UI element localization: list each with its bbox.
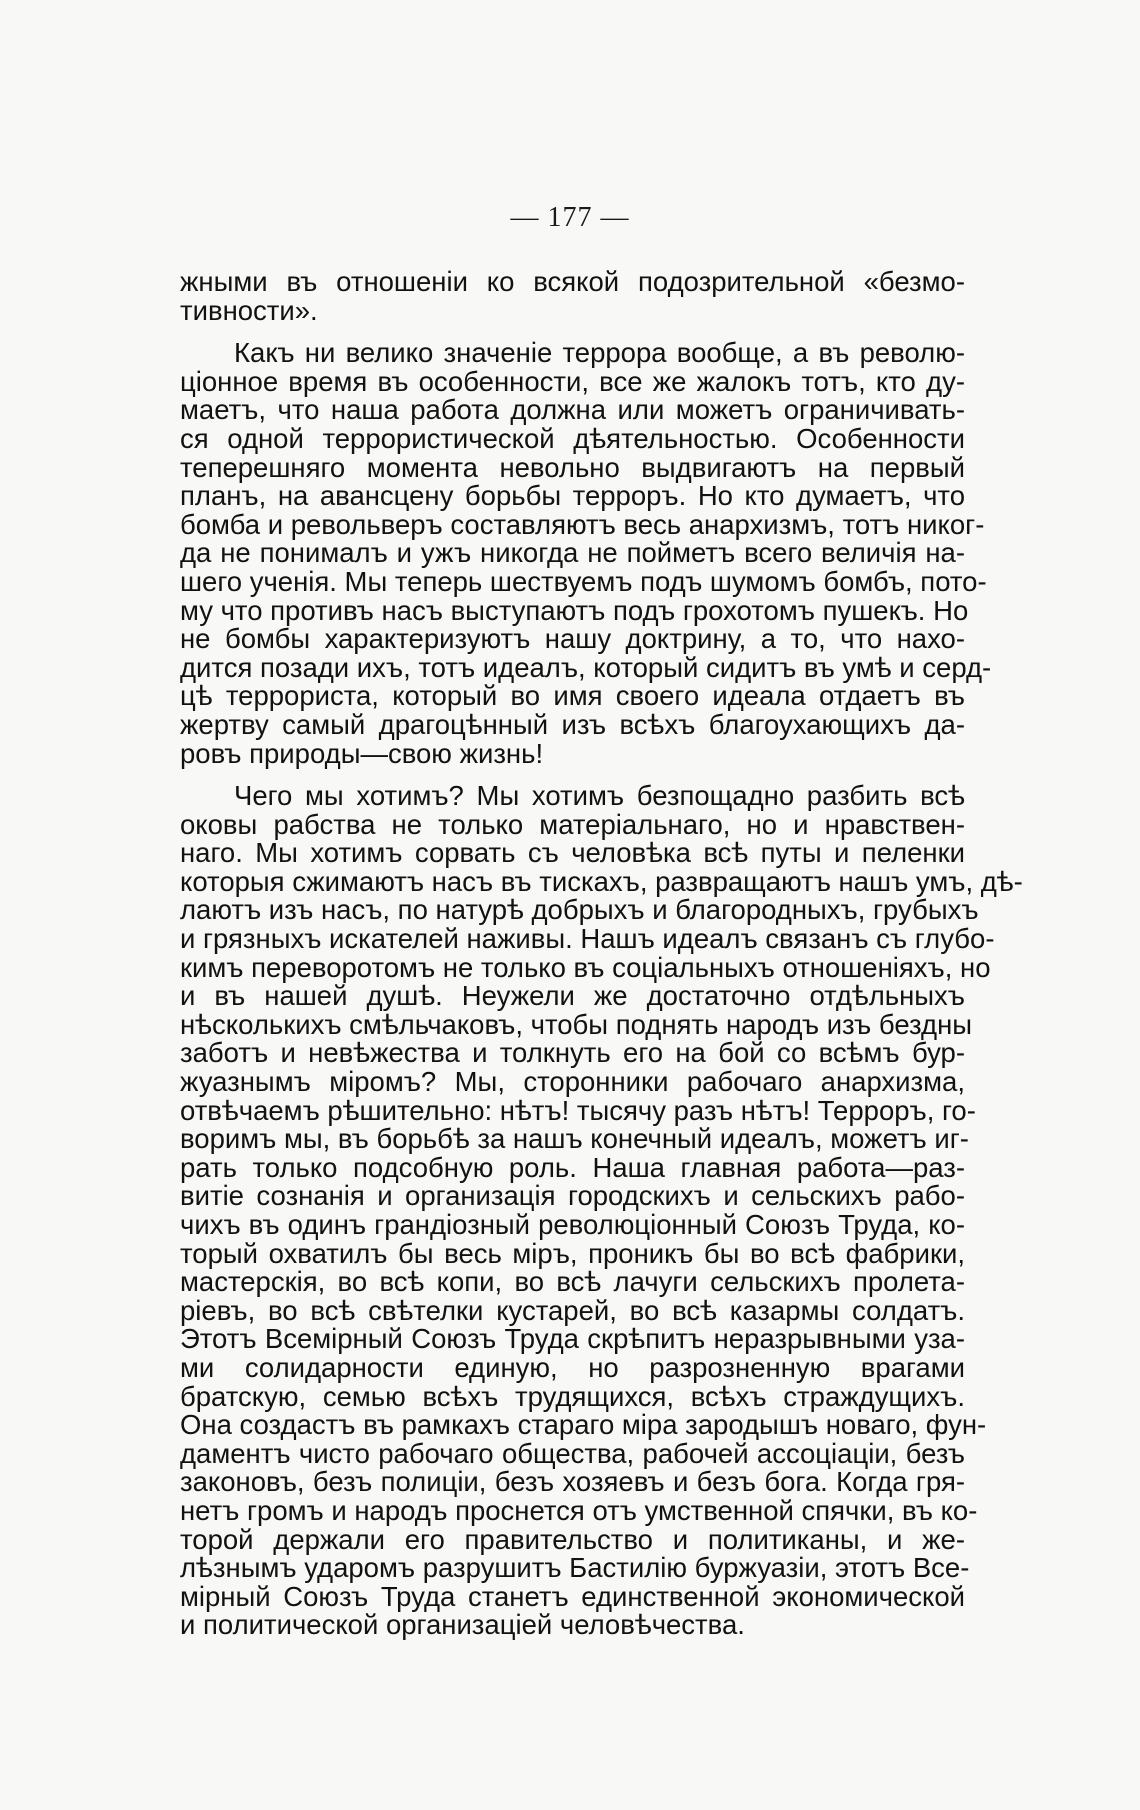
- text-line: Этотъ Всемірный Союзъ Труда скрѣпитъ неразрывными уза-: [180, 1323, 965, 1355]
- text-line: наго. Мы хотимъ сорвать съ человѣка всѣ путы и пеленки: [180, 837, 965, 869]
- text-line: оковы рабства не только матеріальнаго, но и нравствен-: [180, 808, 965, 840]
- text-line: планъ, на авансцену борьбы терроръ. Но кто думаетъ, что: [180, 480, 965, 512]
- text-line: кимъ переворотомъ не только въ соціальныхъ отношеніяхъ, но: [180, 951, 991, 983]
- text-line: бомба и револьверъ составляютъ весь анархизмъ, тотъ никог-: [180, 508, 985, 540]
- text-line: мірный Союзъ Труда станетъ единственной экономической: [180, 1580, 965, 1612]
- text-line: жуазнымъ міромъ? Мы, сторонники рабочаго анархизма,: [180, 1066, 965, 1098]
- text-line: мастерскія, во всѣ копи, во всѣ лачуги сельскихъ пролета-: [180, 1266, 965, 1298]
- text-line: рать только подсобную роль. Наша главная работа—раз-: [180, 1151, 965, 1183]
- text-line: и политической организаціей человѣчества.: [180, 1609, 745, 1641]
- text-line: му что противъ насъ выступаютъ подъ грохотомъ пушекъ. Но: [180, 594, 969, 626]
- text-line: жными въ отношеніи ко всякой подозрительной «безмо-: [180, 266, 965, 297]
- text-line: чихъ въ одинъ грандіозный революціонный Союзъ Труда, ко-: [180, 1209, 965, 1240]
- text-line: тивности».: [180, 294, 318, 326]
- text-line: лѣзнымъ ударомъ разрушитъ Бастилію буржуазіи, этотъ Все-: [180, 1552, 970, 1584]
- text-line: витіе сознанія и организація городскихъ и сельскихъ рабо-: [180, 1180, 965, 1212]
- page-number: — 177 —: [510, 202, 630, 233]
- text-line: ціонное время въ особенности, все же жалокъ тотъ, кто ду-: [180, 365, 965, 397]
- text-line: дится позади ихъ, тотъ идеалъ, который сидитъ въ умѣ и серд-: [180, 651, 992, 683]
- paragraph-3: [180, 780, 1023, 1641]
- text-line: Какъ ни велико значеніе террора вообще, а въ револю-: [234, 337, 965, 369]
- text-line: ся одной террористической дѣятельностью. Особенности: [180, 422, 965, 454]
- text-line: шего ученія. Мы теперь шествуемъ подъ шумомъ бомбъ, пото-: [180, 565, 987, 597]
- text-line: торой держали его правительство и политиканы, и же-: [180, 1523, 965, 1555]
- text-line: Она создастъ въ рамкахъ стараго міра зародышъ новаго, фун-: [180, 1409, 987, 1441]
- paragraph-2: [180, 337, 992, 769]
- text-line: ми солидарности единую, но разрозненную врагами: [180, 1351, 965, 1383]
- body-text: [180, 266, 1023, 1654]
- text-line: да не понималъ и ужъ никогда не пойметъ всего величія на-: [180, 537, 965, 569]
- text-line: маетъ, что наша работа должна или можетъ ограничивать-: [180, 394, 965, 426]
- text-line: ровъ природы—свою жизнь!: [180, 737, 544, 769]
- text-line: не бомбы характеризуютъ нашу доктрину, а то, что нахо-: [180, 623, 965, 655]
- text-line: нѣсколькихъ смѣльчаковъ, чтобы поднять народъ изъ бездны: [180, 1008, 973, 1040]
- text-line: которыя сжимаютъ насъ въ тискахъ, развращаютъ нашъ умъ, дѣ-: [180, 865, 1023, 897]
- text-line: жертву самый драгоцѣнный изъ всѣхъ благоухающихъ да-: [180, 708, 965, 740]
- text-line: заботъ и невѣжества и толкнуть его на бой со всѣмъ бур-: [180, 1037, 965, 1069]
- text-line: ріевъ, во всѣ свѣтелки кустарей, во всѣ казармы солдатъ.: [180, 1294, 965, 1326]
- text-line: цѣ террориста, который во имя своего идеала отдаетъ въ: [180, 680, 965, 712]
- text-line: и грязныхъ искателей наживы. Нашъ идеалъ связанъ съ глубо-: [180, 923, 995, 955]
- text-line: отвѣчаемъ рѣшительно: нѣтъ! тысячу разъ нѣтъ! Терроръ, го-: [180, 1094, 976, 1126]
- paragraph-1: [180, 268, 965, 325]
- text-line: теперешняго момента невольно выдвигаютъ на первый: [180, 451, 965, 483]
- text-line: воримъ мы, въ борьбѣ за нашъ конечный идеалъ, можетъ иг-: [180, 1123, 969, 1155]
- text-line: даментъ чисто рабочаго общества, рабочей ассоціаціи, безъ: [180, 1437, 965, 1469]
- text-line: законовъ, безъ полиціи, безъ хозяевъ и безъ бога. Когда гря-: [180, 1466, 965, 1498]
- text-line: и въ нашей душѣ. Неужели же достаточно отдѣльныхъ: [180, 980, 965, 1012]
- text-line: торый охватилъ бы весь міръ, проникъ бы во всѣ фабрики,: [180, 1237, 965, 1269]
- text-line: Чего мы хотимъ? Мы хотимъ безпощадно разбить всѣ: [234, 780, 965, 812]
- text-line: лаютъ изъ насъ, по натурѣ добрыхъ и благородныхъ, грубыхъ: [180, 894, 979, 926]
- text-line: братскую, семью всѣхъ трудящихся, всѣхъ страждущихъ.: [180, 1380, 965, 1412]
- text-line: нетъ громъ и народъ проснется отъ умственной спячки, въ ко-: [180, 1494, 978, 1526]
